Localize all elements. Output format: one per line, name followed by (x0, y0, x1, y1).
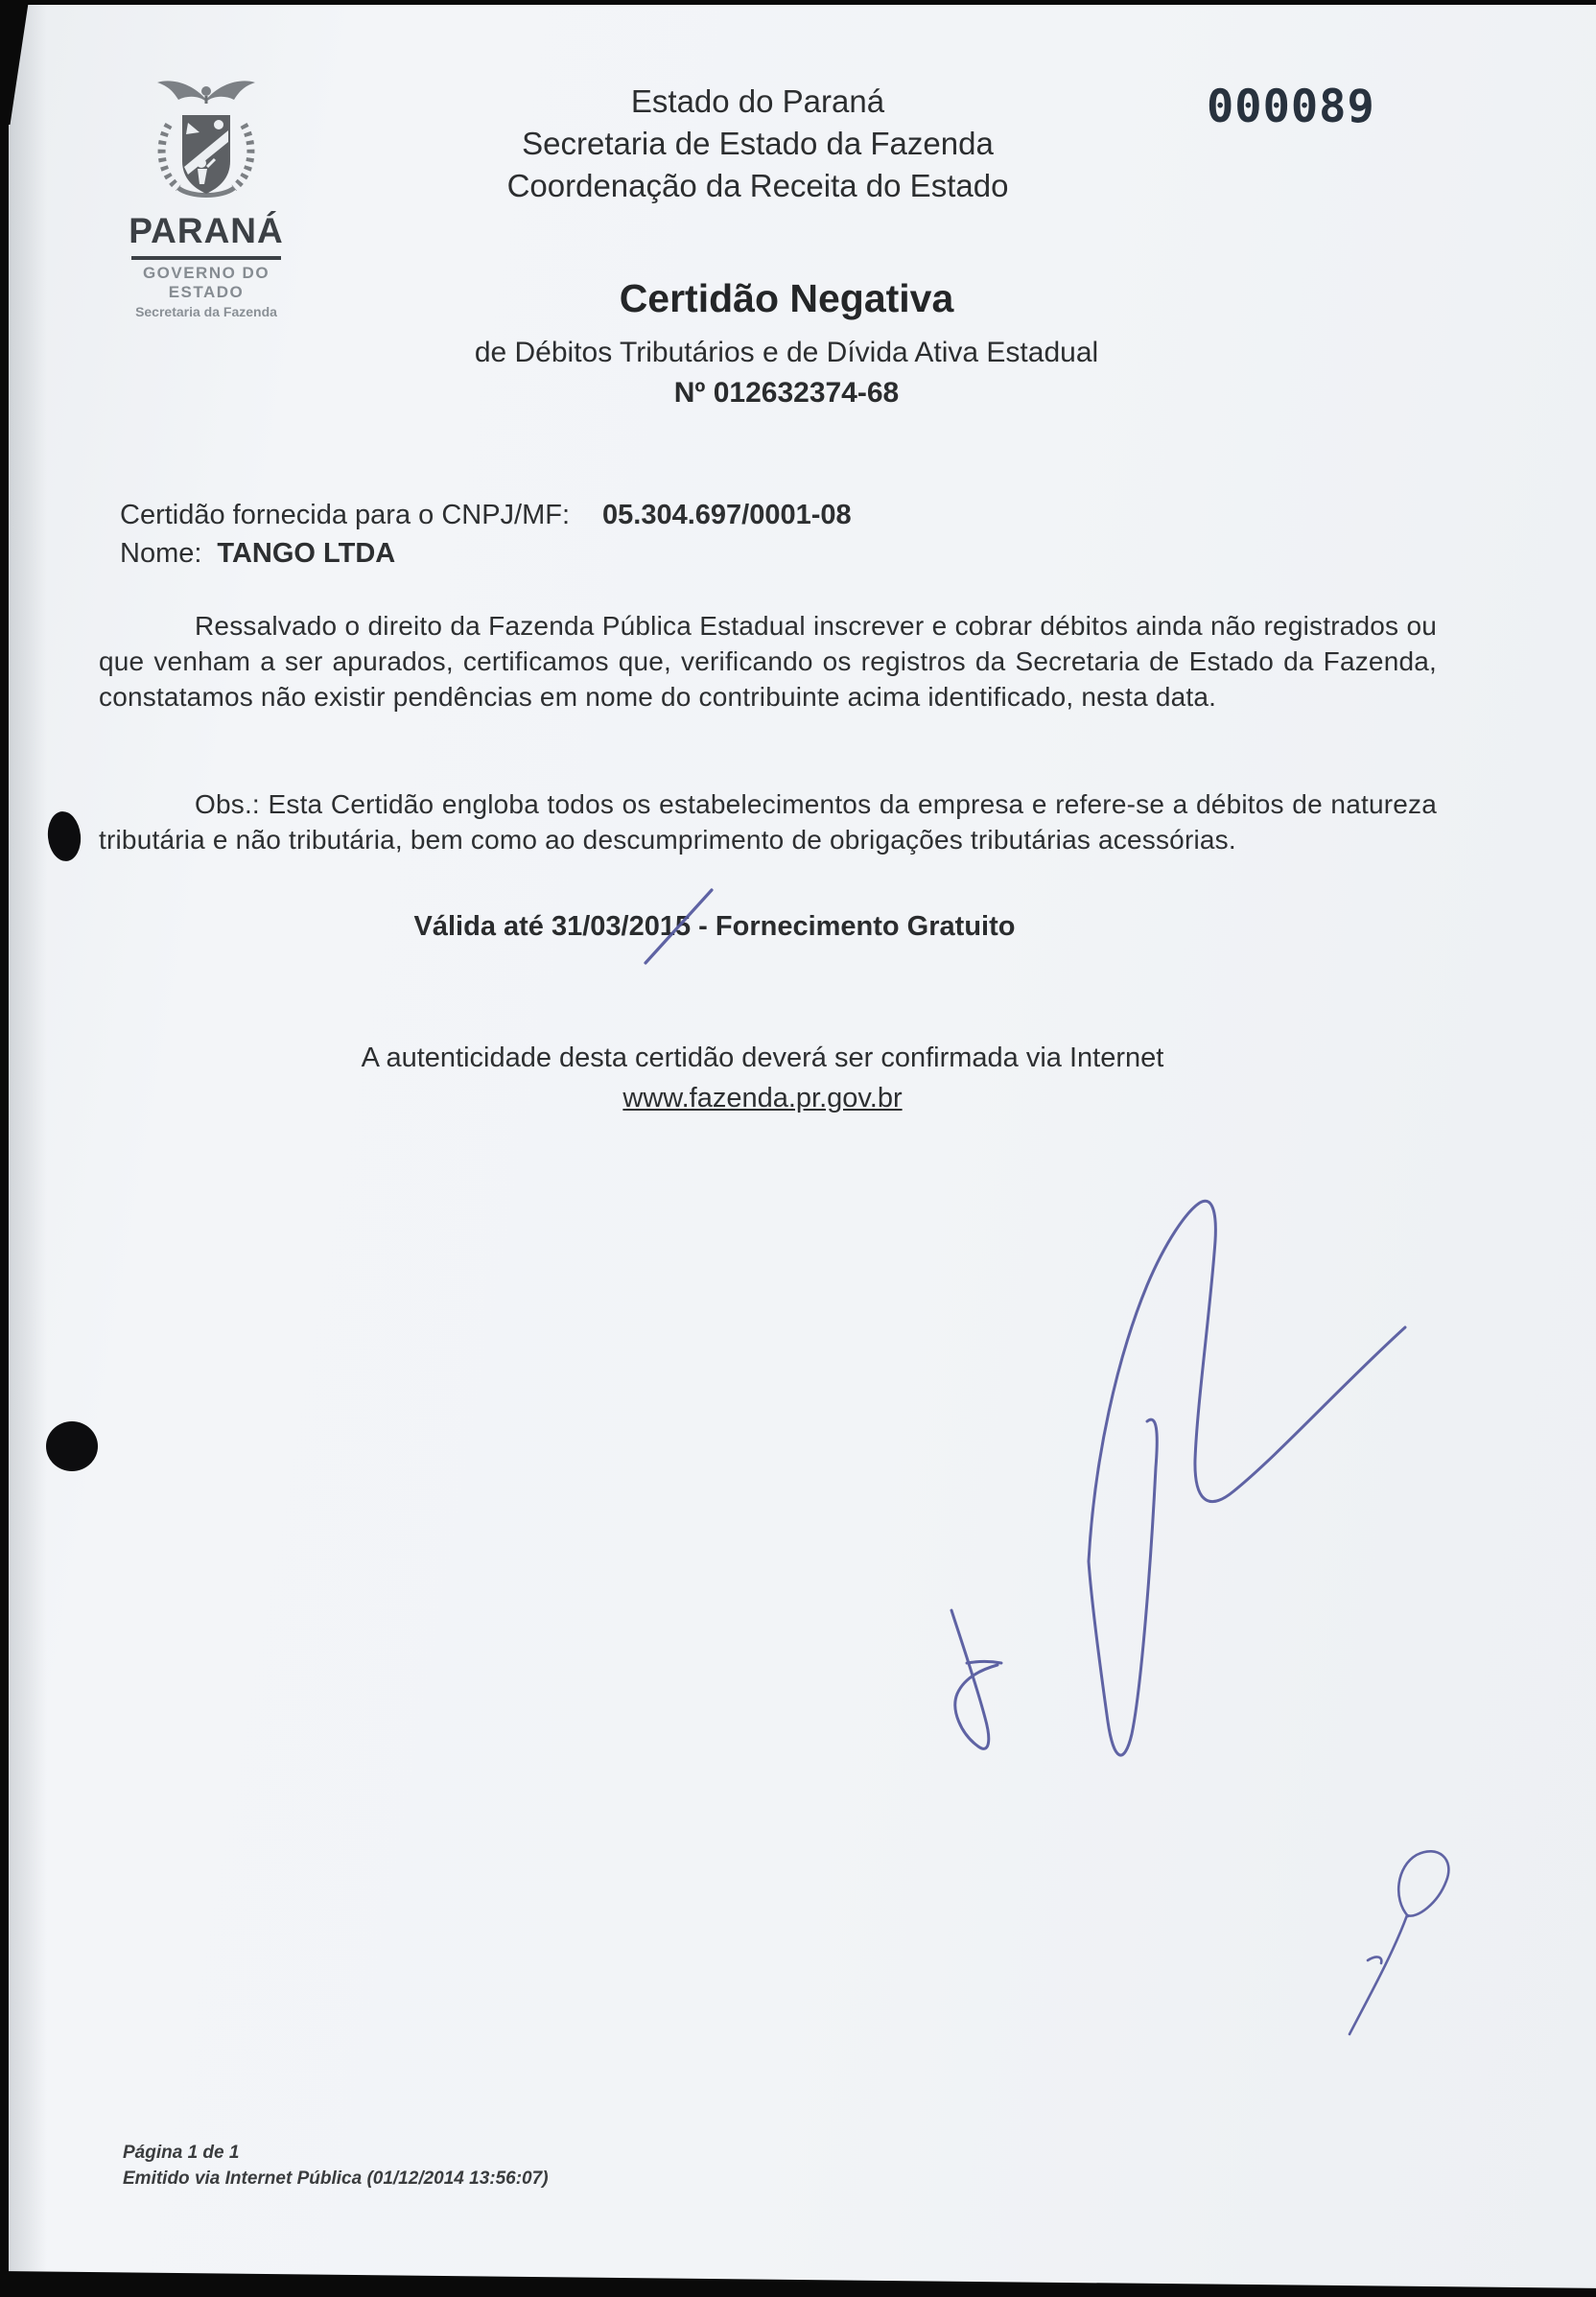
footer (123, 2140, 549, 2192)
pen-loop-mark (1350, 1851, 1448, 2034)
scan-edge-top (0, 0, 1596, 5)
hole-punch-bottom (46, 1421, 98, 1471)
cnpj-line (120, 496, 852, 534)
footer-page-info: Página 1 de 1 (123, 2143, 240, 2163)
certificate-title-block (307, 276, 1266, 410)
logo-region-name: PARANÁ (129, 211, 284, 250)
letterhead-line-1: Estado do Paraná (630, 83, 885, 119)
name-label: Nome: (120, 538, 202, 569)
parana-logo (115, 75, 297, 319)
cnpj-label: Certidão fornecida para o CNPJ/MF: (120, 500, 571, 530)
paper-edge-shadow (9, 0, 47, 2297)
letterhead (278, 81, 1237, 207)
logo-government-line: GOVERNO DO ESTADO (142, 264, 270, 301)
hole-punch-top (45, 809, 82, 862)
page-number-stamp: 000089 (1207, 81, 1375, 133)
authenticity-url: www.fazenda.pr.gov.br (622, 1083, 903, 1113)
name-line (120, 534, 852, 573)
logo-rule (131, 256, 281, 260)
scan-edge-left (0, 0, 9, 2297)
authenticity-block (283, 1038, 1242, 1118)
cnpj-value: 05.304.697/0001-08 (602, 500, 852, 530)
name-value: TANGO LTDA (217, 538, 396, 569)
parana-coat-of-arms-icon (140, 75, 272, 209)
logo-secretariat-line: Secretaria da Fazenda (135, 304, 277, 319)
footer-emission-info: Emitido via Internet Pública (01/12/2014 13:56:07) (123, 2168, 549, 2189)
validity-line: Válida até 31/03/2015 - Fornecimento Gratuito (413, 911, 1016, 942)
letterhead-line-2: Secretaria de Estado da Fazenda (522, 126, 994, 161)
certificate-subtitle: de Débitos Tributários e de Dívida Ativa Estadual (474, 337, 1099, 368)
handwritten-signature (1089, 1201, 1405, 1755)
obs-paragraph: Obs.: Esta Certidão engloba todos os estabelecimentos da empresa e refere-se a débitos de natureza tributária e não tributária, bem como ao descumprimento de obrigações tributárias acessórias. (99, 789, 1437, 855)
scan-edge-bottom (0, 2263, 1596, 2297)
recipient-info (120, 496, 852, 573)
certificate-title: Certidão Negativa (619, 276, 954, 320)
letterhead-line-3: Coordenação da Receita do Estado (506, 168, 1009, 203)
authenticity-line: A autenticidade desta certidão deverá ser confirmada via Internet (361, 1043, 1164, 1073)
pen-squiggle-mark (951, 1610, 1001, 1748)
certificate-number: Nº 012632374-68 (673, 377, 900, 409)
main-paragraph: Ressalvado o direito da Fazenda Pública Estadual inscrever e cobrar débitos ainda não registrados ou que venham a ser apurados, certificamos que, verificando os registros da Secretaria de Estado da Fazenda, constatamos não existir pendências em nome do contribuinte acima identificado, nesta data. (99, 611, 1437, 712)
